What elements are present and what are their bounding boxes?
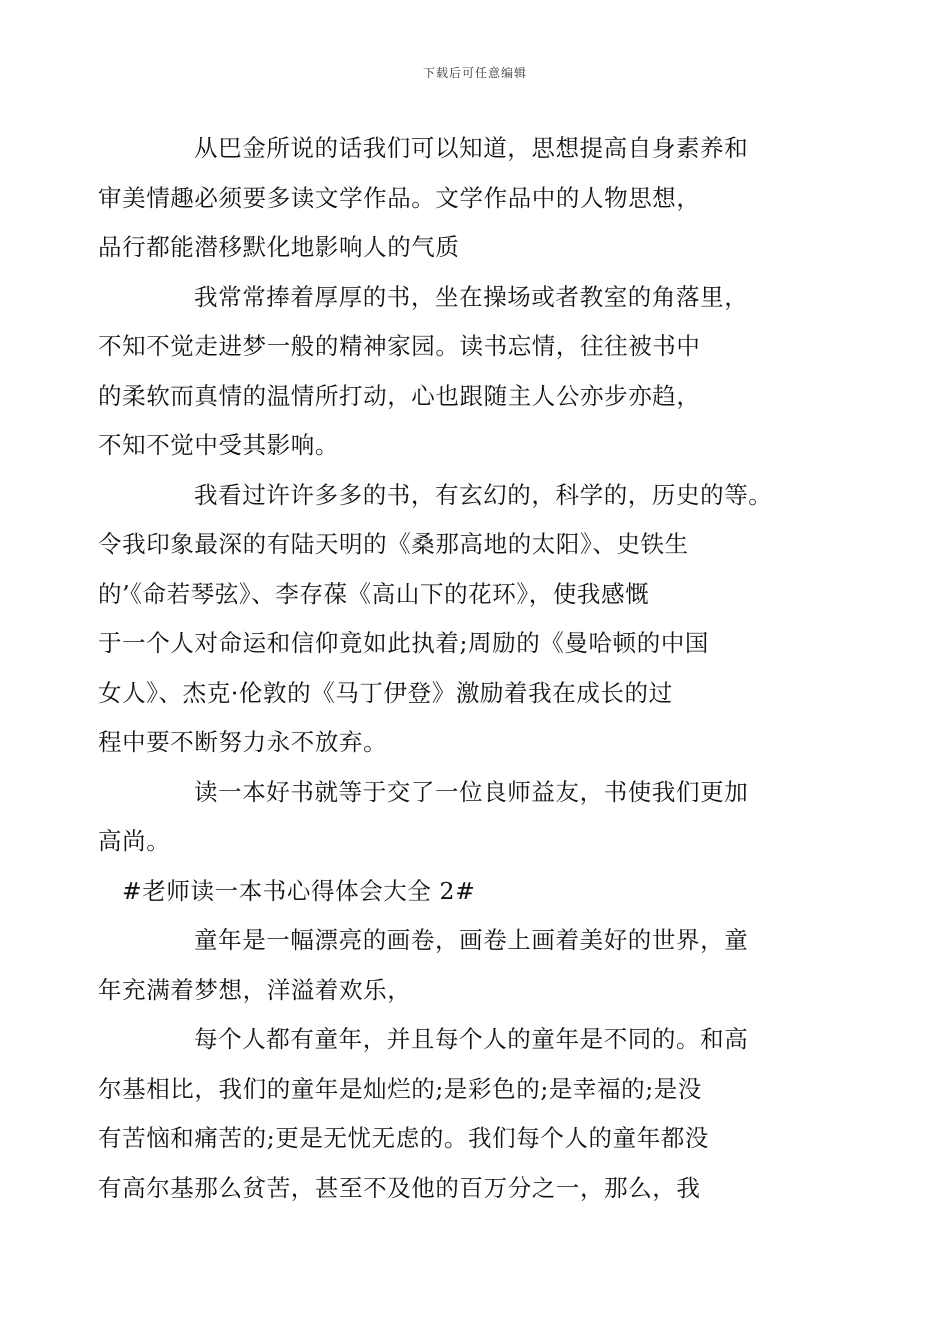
paragraph-5 <box>98 916 826 1015</box>
paragraph-1 <box>98 124 826 273</box>
text-line: 的柔软而真情的温情所打动，心也跟随主人公亦步亦趋， <box>98 381 701 410</box>
text-line: 从巴金所说的话我们可以知道，思想提高自身素养和 <box>194 134 749 162</box>
text-line: #老师读一本书心得体会大全 2# <box>122 876 476 905</box>
paragraph-2 <box>98 273 826 471</box>
paragraph-6 <box>98 1015 826 1213</box>
text-line: 我常常捧着厚厚的书，坐在操场或者教室的角落里， <box>194 282 749 311</box>
page-header: 下载后可任意编辑 <box>422 66 527 80</box>
text-line: 读一本好书就等于交了一位良师益友，书使我们更加 <box>194 777 749 806</box>
text-line: 我看过许许多多的书，有玄幻的，科学的，历史的等。 <box>194 480 773 509</box>
text-line: 不知不觉走进梦一般的精神家园。读书忘情，往往被书中 <box>98 332 701 360</box>
text-line: 女人》、杰克·伦敦的《马丁伊登》激励着我在成长的过 <box>98 678 673 707</box>
text-line: 每个人都有童年，并且每个人的童年是不同的。和高 <box>194 1025 749 1053</box>
text-line: 于一个人对命运和信仰竟如此执着;周励的《曼哈顿的中国 <box>98 629 710 657</box>
document-body <box>98 124 826 1213</box>
section-heading <box>122 867 826 917</box>
text-line: 程中要不断努力永不放弃。 <box>98 728 388 756</box>
text-line: 年充满着梦想，洋溢着欢乐， <box>98 975 412 1004</box>
text-line: 品行都能潜移默化地影响人的气质 <box>98 233 460 261</box>
text-line: 童年是一幅漂亮的画卷，画卷上画着美好的世界，童 <box>194 926 749 954</box>
text-line: 有苦恼和痛苦的;更是无忧无虑的。我们每个人的童年都没 <box>98 1124 710 1152</box>
text-line: 有高尔基那么贫苦，甚至不及他的百万分之一，那么，我 <box>98 1173 701 1202</box>
text-line: 的’《命若琴弦》、李存葆《高山下的花环》，使我感慨 <box>98 579 650 608</box>
paragraph-4 <box>98 768 826 867</box>
text-line: 审美情趣必须要多读文学作品。文学作品中的人物思想， <box>98 183 701 212</box>
text-line: 高尚。 <box>98 827 171 855</box>
text-line: 令我印象最深的有陆天明的《桑那高地的太阳》、史铁生 <box>98 530 689 558</box>
text-line: 尔基相比，我们的童年是灿烂的;是彩色的;是幸福的;是没 <box>98 1074 702 1103</box>
text-line: 不知不觉中受其影响。 <box>98 431 339 459</box>
paragraph-3 <box>98 471 826 768</box>
